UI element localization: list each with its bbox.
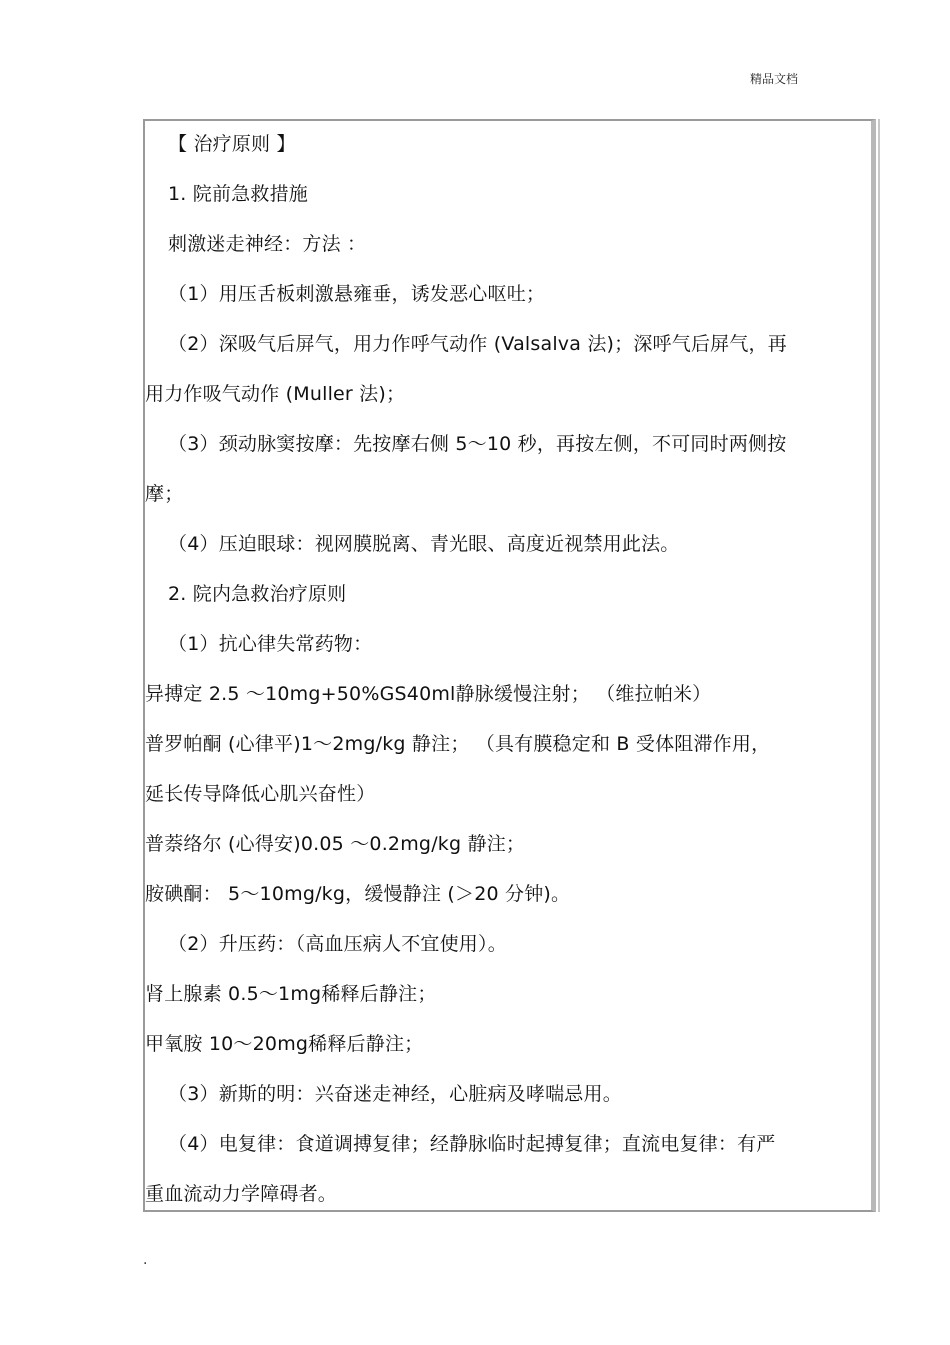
text-antiarrhythmics: （1）抗心律失常药物： (168, 633, 373, 655)
text-item-3-cont: 摩； (145, 483, 184, 505)
text-item-2-cont: 用力作吸气动作 (Muller 法)； (145, 383, 406, 405)
subheading-prehospital-measures: 1. 院前急救措施 (168, 183, 308, 205)
text-vasopressors: （2）升压药：（高血压病人不宜使用）。 (168, 933, 507, 955)
text-verapamil: 异搏定 2.5 ～10mg+50%GS40ml静脉缓慢注射； （维拉帕米） (145, 683, 712, 705)
text-propranolol: 普萘络尔 (心得安)0.05 ～0.2mg/kg 静注； (145, 833, 526, 855)
text-cardioversion-cont: 重血流动力学障碍者。 (145, 1183, 338, 1205)
text-item-1: （1）用压舌板刺激悬雍垂，诱发恶心呕吐； (168, 283, 546, 305)
text-vagal-stimulation: 刺激迷走神经：方法 ： (168, 233, 367, 255)
text-propafenone: 普罗帕酮 (心律平)1～2mg/kg 静注； （具有膜稳定和 B 受体阻滞作用， (145, 733, 771, 755)
text-cardioversion: （4）电复律：食道调搏复律；经静脉临时起搏复律；直流电复律：有严 (168, 1133, 776, 1155)
text-neostigmine: （3）新斯的明：兴奋迷走神经，心脏病及哮喘忌用。 (168, 1083, 622, 1105)
subheading-inhospital-principles: 2. 院内急救治疗原则 (168, 583, 347, 605)
footer-dot: . (143, 1252, 148, 1268)
section-heading-treatment-principles: 【 治疗原则 】 (168, 133, 296, 155)
text-item-3: （3）颈动脉窦按摩：先按摩右侧 5～10 秒，再按左侧，不可同时两侧按 (168, 433, 787, 455)
text-methoxamine: 甲氧胺 10～20mg稀释后静注； (145, 1033, 424, 1055)
text-amiodarone: 胺碘酮： 5～10mg/kg，缓慢静注 (＞20 分钟)。 (145, 883, 571, 905)
text-item-4: （4）压迫眼球：视网膜脱离、青光眼、高度近视禁用此法。 (168, 533, 680, 555)
text-epinephrine: 肾上腺素 0.5～1mg稀释后静注； (145, 983, 437, 1005)
text-propafenone-cont: 延长传导降低心肌兴奋性） (145, 783, 376, 805)
text-item-2: （2）深吸气后屏气，用力作呼气动作 (Valsalva 法)；深呼气后屏气，再 (168, 333, 787, 355)
page-watermark: 精品文档 (750, 72, 799, 86)
